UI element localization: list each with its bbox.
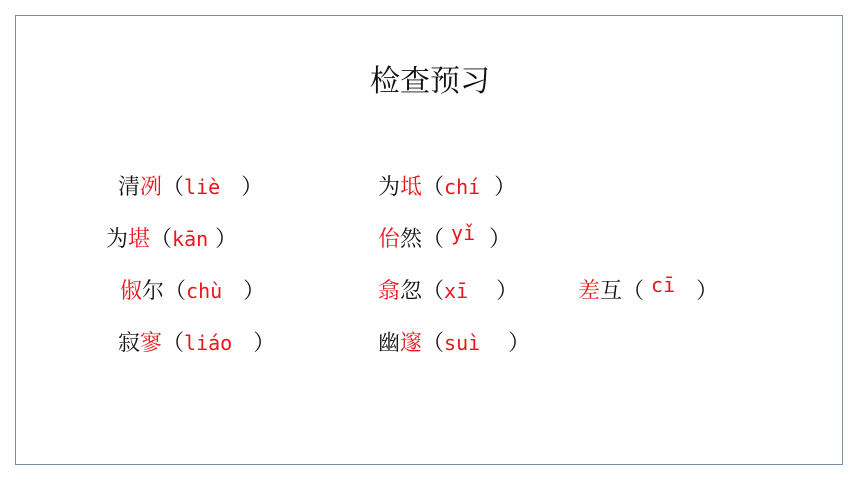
suffix-char: 互 <box>600 279 623 304</box>
vocab-item-qinglie <box>118 172 263 203</box>
open-paren: （ <box>422 175 445 200</box>
pinyin: yǐ <box>451 221 476 245</box>
prefix-char: 为 <box>378 175 401 200</box>
vocab-item-jiliao <box>118 328 275 359</box>
target-char: 坻 <box>400 175 423 200</box>
target-char: 堪 <box>128 227 151 252</box>
target-char: 差 <box>578 279 601 304</box>
vocab-item-xihu <box>378 276 518 307</box>
prefix-char: 为 <box>106 227 129 252</box>
vocab-item-yiran <box>378 221 512 255</box>
open-paren: （ <box>422 331 445 356</box>
open-paren: （ <box>150 227 173 252</box>
vocab-item-weichi <box>378 172 516 203</box>
target-char: 邃 <box>400 331 423 356</box>
suffix-char: 然 <box>400 227 423 252</box>
open-paren: （ <box>162 175 185 200</box>
open-paren: （ <box>162 331 185 356</box>
slide-title: 检查预习 <box>370 64 490 99</box>
close-paren: ） <box>241 175 264 200</box>
pinyin: chí <box>444 175 481 199</box>
close-paren: ） <box>508 331 531 356</box>
pinyin: liáo <box>184 331 233 355</box>
target-char: 寥 <box>140 331 163 356</box>
pinyin: chù <box>186 279 223 303</box>
close-paren: ） <box>494 175 517 200</box>
prefix-char: 清 <box>118 175 141 200</box>
pinyin: kān <box>172 227 209 251</box>
open-paren: （ <box>422 279 445 304</box>
prefix-char: 幽 <box>378 331 401 356</box>
pinyin: xī <box>444 279 469 303</box>
close-paren: ） <box>243 279 266 304</box>
pinyin: cī <box>651 273 676 297</box>
vocab-item-yousui <box>378 328 530 359</box>
close-paren: ） <box>215 227 238 252</box>
open-paren: （ <box>164 279 187 304</box>
vocab-item-cihu <box>578 273 719 307</box>
close-paren: ） <box>253 331 276 356</box>
open-paren: （ <box>422 227 445 252</box>
pinyin: suì <box>444 331 481 355</box>
prefix-char: 寂 <box>118 331 141 356</box>
close-paren: ） <box>496 279 519 304</box>
open-paren: （ <box>622 279 645 304</box>
target-char: 翕 <box>378 279 401 304</box>
vocab-item-chuer <box>120 276 265 307</box>
target-char: 冽 <box>140 175 163 200</box>
close-paren: ） <box>489 227 512 252</box>
target-char: 俶 <box>120 279 143 304</box>
suffix-char: 忽 <box>400 279 423 304</box>
suffix-char: 尔 <box>142 279 165 304</box>
target-char: 佁 <box>378 227 401 252</box>
pinyin: liè <box>184 175 221 199</box>
close-paren: ） <box>696 279 719 304</box>
vocab-item-weikan <box>106 224 237 255</box>
